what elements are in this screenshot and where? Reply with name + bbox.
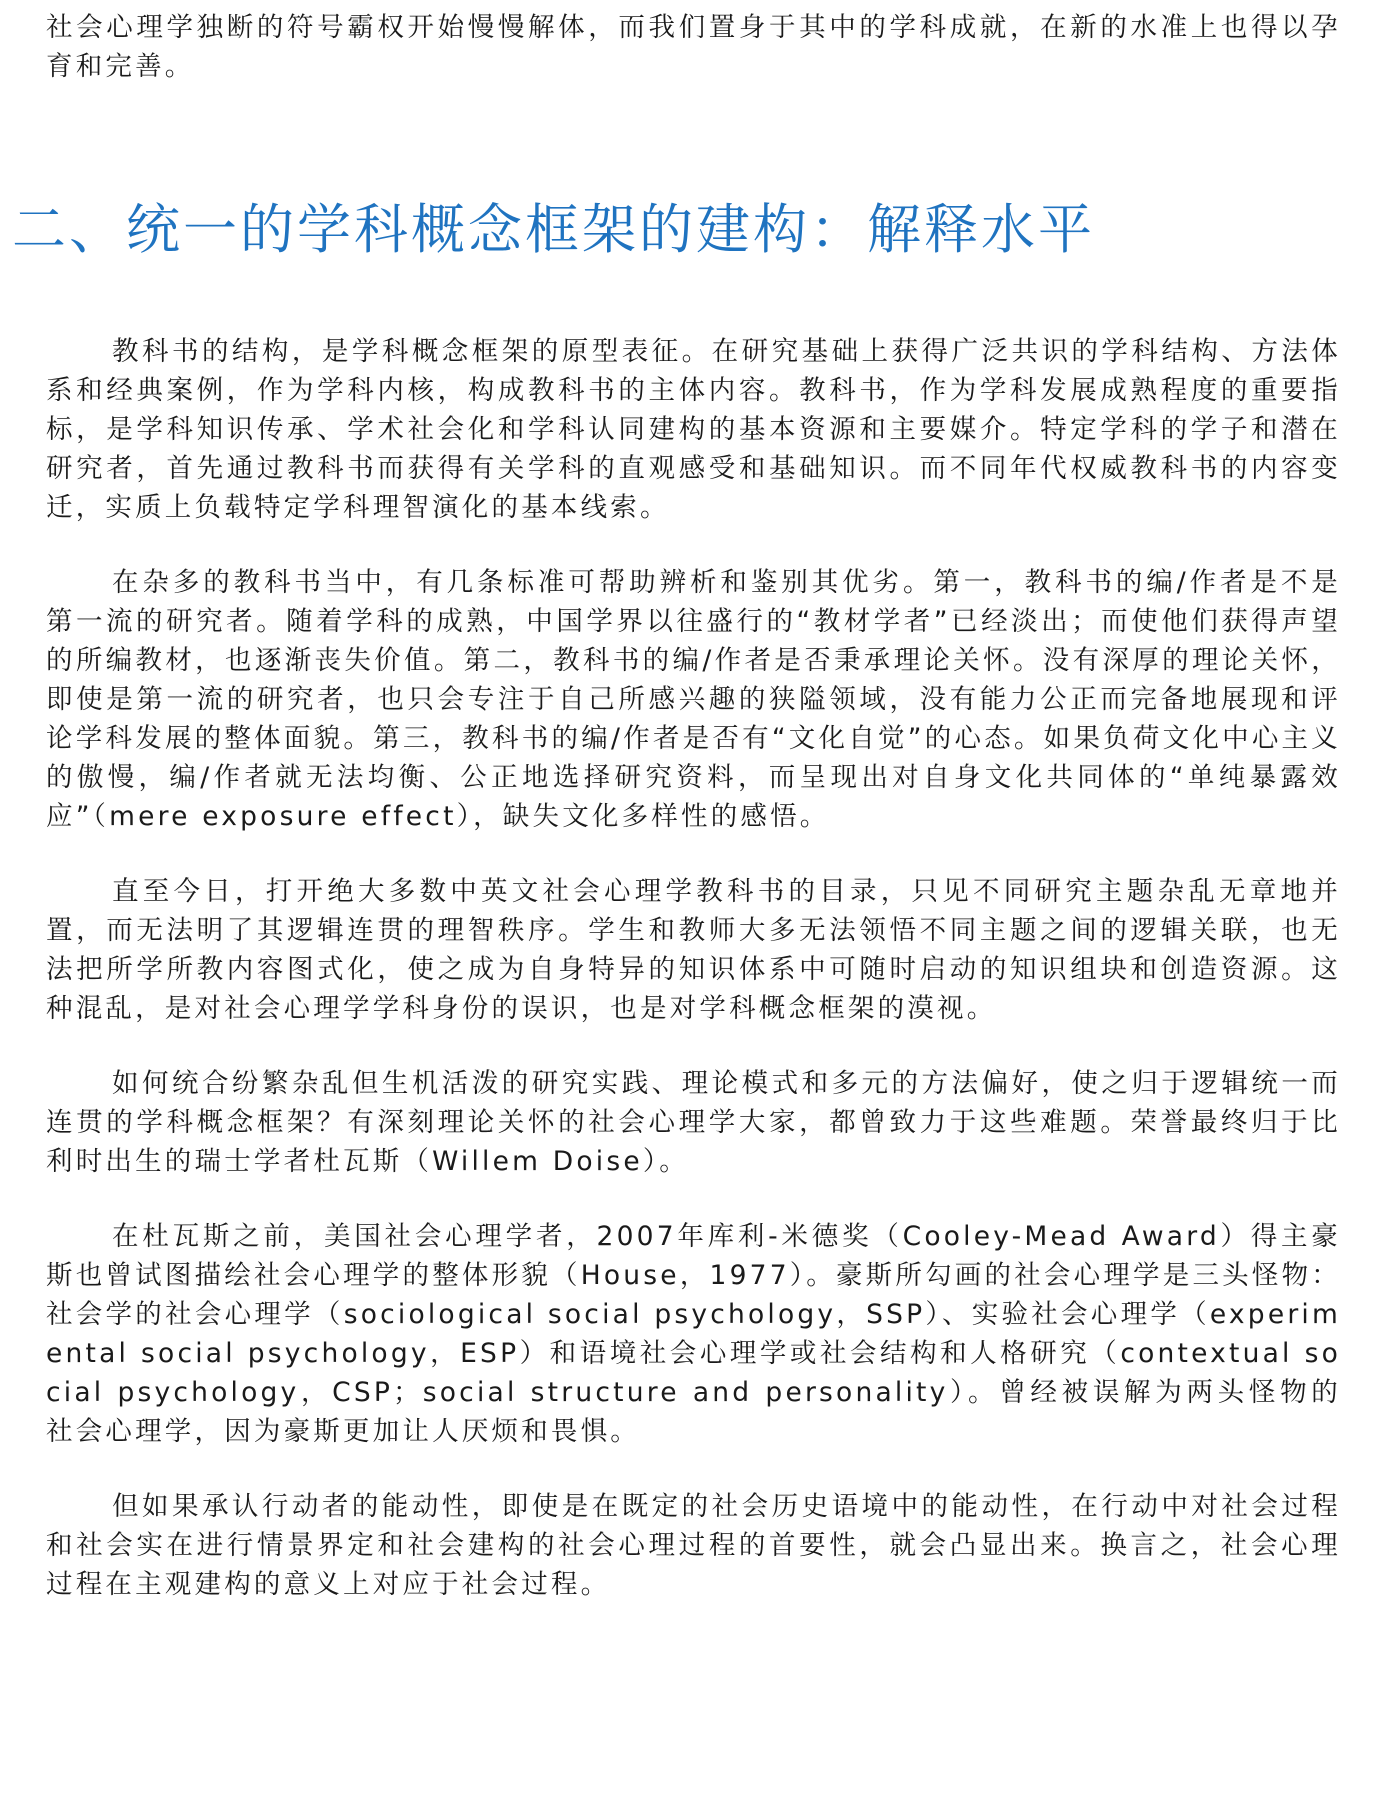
paragraph-agency: 但如果承认行动者的能动性，即使是在既定的社会历史语境中的能动性，在行动中对社会过程和社会实在进行情景界定和社会建构的社会心理过程的首要性，就会凸显出来。换言之，社会心理过程在主观建构的意义上对应于社会过程。 xyxy=(46,1491,1341,1600)
paragraph-unified-framework: 如何统合纷繁杂乱但生机活泼的研究实践、理论模式和多元的方法偏好，使之归于逻辑统一而连贯的学科概念框架？有深刻理论关怀的社会心理学大家，都曾致力于这些难题。荣誉最终归于比利时出生的瑞士学者杜瓦斯（Willem Doise）。 xyxy=(46,1068,1341,1177)
paragraph-intro-continued: 社会心理学独断的符号霸权开始慢慢解体，而我们置身于其中的学科成就，在新的水准上也得以孕育和完善。 xyxy=(46,12,1341,82)
paragraph-textbook-disorder: 直至今日，打开绝大多数中英文社会心理学教科书的目录，只见不同研究主题杂乱无章地并置，而无法明了其逻辑连贯的理智秩序。学生和教师大多无法领悟不同主题之间的逻辑关联，也无法把所学所教内容图式化，使之成为自身特异的知识体系中可随时启动的知识组块和创造资源。这种混乱，是对社会心理学学科身份的误识，也是对学科概念框架的漠视。 xyxy=(46,876,1341,1024)
section-heading: 二、统一的学科概念框架的建构：解释水平 xyxy=(12,198,1095,261)
paragraph-textbook-criteria: 在杂多的教科书当中，有几条标准可帮助辨析和鉴别其优劣。第一，教科书的编/作者是不是第一流的研究者。随着学科的成熟，中国学界以往盛行的“教材学者”已经淡出；而使他们获得声望的所编教材，也逐渐丧失价值。第二，教科书的编/作者是否秉承理论关怀。没有深厚的理论关怀，即使是第一流的研究者，也只会专注于自己所感兴趣的狭隘领域，没有能力公正而完备地展现和评论学科发展的整体面貌。第三，教科书的编/作者是否有“文化自觉”的心态。如果负荷文化中心主义的傲慢，编/作者就无法均衡、公正地选择研究资料，而呈现出对自身文化共同体的“单纯暴露效应”（mere exposure effect），缺失文化多样性的感悟。 xyxy=(46,567,1341,832)
paragraph-house-three-faces: 在杜瓦斯之前，美国社会心理学者，2007年库利-米德奖（Cooley-Mead Award）得主豪斯也曾试图描绘社会心理学的整体形貌（House，1977）。豪斯所勾画的社会心理学是三头怪物：社会学的社会心理学（sociological social psychology，SSP）、实验社会心理学（experimental social psychology，ESP）和语境社会心理学或社会结构和人格研究（contextual social psychology，CSP；social structure and personality）。曾经被误解为两头怪物的社会心理学，因为豪斯更加让人厌烦和畏惧。 xyxy=(46,1221,1341,1447)
paragraph-textbook-structure: 教科书的结构，是学科概念框架的原型表征。在研究基础上获得广泛共识的学科结构、方法体系和经典案例，作为学科内核，构成教科书的主体内容。教科书，作为学科发展成熟程度的重要指标，是学科知识传承、学术社会化和学科认同建构的基本资源和主要媒介。特定学科的学子和潜在研究者，首先通过教科书而获得有关学科的直观感受和基础知识。而不同年代权威教科书的内容变迁，实质上负载特定学科理智演化的基本线索。 xyxy=(46,336,1341,523)
